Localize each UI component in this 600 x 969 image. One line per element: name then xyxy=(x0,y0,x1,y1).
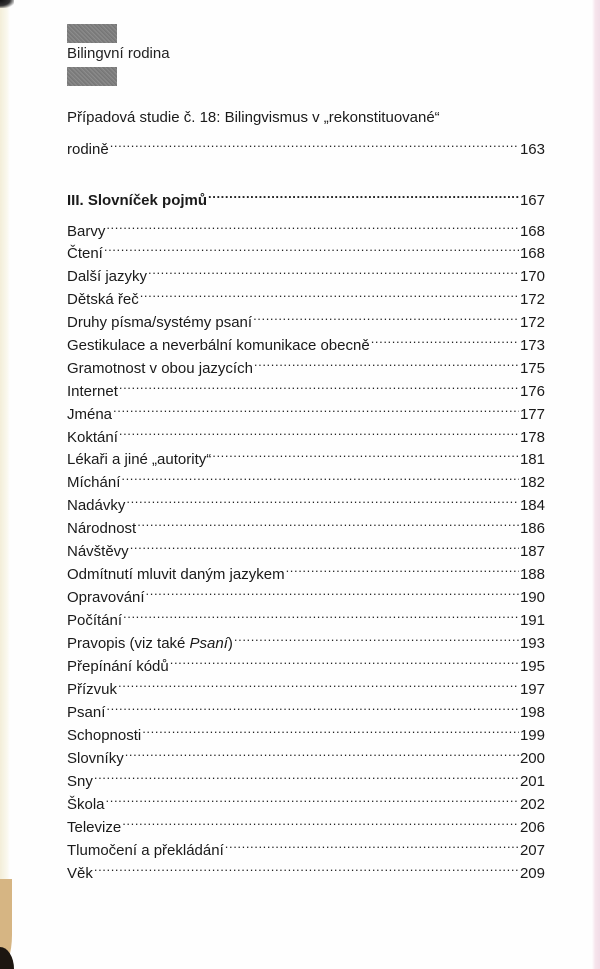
dot-leader xyxy=(170,649,519,671)
dot-leader xyxy=(106,787,519,809)
toc-entry xyxy=(67,488,545,514)
toc-page-number: 193 xyxy=(519,635,545,652)
toc-entry-title: Opravování xyxy=(67,589,145,606)
page-corner-curl xyxy=(0,879,26,969)
toc-page-number: 177 xyxy=(519,406,545,423)
dot-leader xyxy=(148,259,519,281)
toc-entry-title: Internet xyxy=(67,383,118,400)
toc-entry-title: Koktání xyxy=(67,429,118,446)
toc-page-number: 167 xyxy=(519,192,545,209)
toc-entry xyxy=(67,764,545,790)
toc-entry-title: Druhy písma/systémy psaní xyxy=(67,314,253,331)
toc-page-number: 202 xyxy=(519,796,545,813)
toc-entry xyxy=(67,214,545,240)
dot-leader xyxy=(122,810,519,832)
dot-leader xyxy=(234,626,519,648)
toc-entry xyxy=(67,649,545,675)
toc-entry xyxy=(67,397,545,423)
dot-leader xyxy=(254,351,519,373)
toc-entry-title: Národnost xyxy=(67,520,137,537)
toc-page-number: 206 xyxy=(519,819,545,836)
toc-entry-title: Slovníky xyxy=(67,750,124,767)
toc-page-number: 172 xyxy=(519,291,545,308)
toc-entry-title: Gramotnost v obou jazycích xyxy=(67,360,253,377)
toc-entry xyxy=(67,557,545,583)
toc-entry xyxy=(67,351,545,377)
toc-entry-title: Přepínání kódů xyxy=(67,658,169,675)
toc-entry xyxy=(67,259,545,285)
dot-leader xyxy=(208,183,519,205)
toc-entry-case-study xyxy=(67,132,545,158)
toc-entry xyxy=(67,305,545,331)
toc-entry-title: rodině xyxy=(67,141,109,158)
dot-leader xyxy=(118,672,519,694)
dot-leader xyxy=(212,442,519,464)
dot-leader xyxy=(125,741,519,763)
toc-entry-title: Tlumočení a překládání xyxy=(67,842,224,859)
toc-entry xyxy=(67,603,545,629)
toc-entry xyxy=(67,580,545,606)
dot-leader xyxy=(106,695,519,717)
toc-entry xyxy=(67,534,545,560)
toc-entry xyxy=(67,741,545,767)
toc-entry-title: Odmítnutí mluvit daným jazykem xyxy=(67,566,285,583)
header-decoration-bar-bottom xyxy=(67,67,117,86)
dot-leader xyxy=(130,534,519,556)
toc-entry xyxy=(67,672,545,698)
toc-entry-title: Dětská řeč xyxy=(67,291,139,308)
dot-leader xyxy=(123,603,519,625)
toc-page-number: 190 xyxy=(519,589,545,606)
dot-leader xyxy=(140,282,519,304)
toc-entry-title: Míchání xyxy=(67,474,121,491)
toc-page-number: 176 xyxy=(519,383,545,400)
dot-leader xyxy=(121,465,519,487)
toc-page-number: 168 xyxy=(519,245,545,262)
dot-leader xyxy=(371,328,519,350)
toc-page-number: 199 xyxy=(519,727,545,744)
toc-entry-title-italic: Psaní xyxy=(189,635,228,652)
toc-entry-title: Škola xyxy=(67,796,105,813)
toc-entry xyxy=(67,282,545,308)
toc-entry xyxy=(67,787,545,813)
toc-entry-title: Schopnosti xyxy=(67,727,142,744)
dot-leader xyxy=(142,718,519,740)
dot-leader xyxy=(146,580,519,602)
dot-leader xyxy=(126,488,519,510)
toc-page-number: 163 xyxy=(519,141,545,158)
toc-page-number: 191 xyxy=(519,612,545,629)
toc-entry-title: Lékaři a jiné „autority“ xyxy=(67,451,212,468)
toc-page-number: 187 xyxy=(519,543,545,560)
toc-entry xyxy=(67,833,545,859)
toc-page-number: 181 xyxy=(519,451,545,468)
toc-page-number: 175 xyxy=(519,360,545,377)
dot-leader xyxy=(137,511,519,533)
toc-entry-title: Jména xyxy=(67,406,113,423)
dot-leader xyxy=(119,420,519,442)
running-head: Bilingvní rodina xyxy=(67,45,170,62)
toc-page-number: 195 xyxy=(519,658,545,675)
dot-leader xyxy=(286,557,519,579)
toc-page-number: 170 xyxy=(519,268,545,285)
toc-page-number: 201 xyxy=(519,773,545,790)
dot-leader xyxy=(104,236,519,258)
toc-page-number: 197 xyxy=(519,681,545,698)
dot-leader xyxy=(106,214,519,236)
toc-page-number: 173 xyxy=(519,337,545,354)
toc-entry-title: Barvy xyxy=(67,223,106,240)
dot-leader xyxy=(119,374,519,396)
toc-page-number: 209 xyxy=(519,865,545,882)
toc-entry xyxy=(67,810,545,836)
toc-entry-case-study-line1: Případová studie č. 18: Bilingvismus v „rekonstituované“ xyxy=(67,109,440,126)
toc-page-number: 186 xyxy=(519,520,545,537)
toc-entry xyxy=(67,465,545,491)
toc-entry-title: Gestikulace a neverbální komunikace obecně xyxy=(67,337,370,354)
dot-leader xyxy=(113,397,519,419)
toc-page-number: 172 xyxy=(519,314,545,331)
toc-page-number: 178 xyxy=(519,429,545,446)
section-title: III. Slovníček pojmů xyxy=(67,192,208,209)
toc-entry-title: Počítání xyxy=(67,612,123,629)
toc-entry xyxy=(67,420,545,446)
toc-entry-title: Návštěvy xyxy=(67,543,129,560)
toc-entry xyxy=(67,328,545,354)
toc-entry xyxy=(67,374,545,400)
toc-entry-title: Čtení xyxy=(67,245,103,262)
toc-section-heading xyxy=(67,183,545,209)
toc-entry-title: Věk xyxy=(67,865,93,882)
toc-entry xyxy=(67,856,545,882)
toc-entry-title: Pravopis (viz také Psaní) xyxy=(67,635,233,652)
toc-entry-title: Přízvuk xyxy=(67,681,118,698)
dot-leader xyxy=(110,132,519,154)
toc-entry-title: Další jazyky xyxy=(67,268,148,285)
toc-page-number: 184 xyxy=(519,497,545,514)
toc-entry xyxy=(67,626,545,652)
toc-entry-title: Televize xyxy=(67,819,122,836)
dot-leader xyxy=(253,305,519,327)
toc-entry xyxy=(67,236,545,262)
dot-leader xyxy=(94,764,519,786)
toc-page-number: 198 xyxy=(519,704,545,721)
header-decoration-bar-top xyxy=(67,24,117,43)
dot-leader xyxy=(94,856,519,878)
page-edge-right xyxy=(592,0,600,969)
toc-page-number: 168 xyxy=(519,223,545,240)
toc-entry xyxy=(67,442,545,468)
toc-entry-title: Sny xyxy=(67,773,93,790)
dot-leader xyxy=(225,833,519,855)
toc-entry xyxy=(67,511,545,537)
toc-entry xyxy=(67,695,545,721)
page-edge-left xyxy=(0,0,10,969)
toc-entry xyxy=(67,718,545,744)
page-corner-shadow xyxy=(0,0,14,8)
toc-page-number: 182 xyxy=(519,474,545,491)
toc-entry-title: Nadávky xyxy=(67,497,126,514)
toc-page-number: 188 xyxy=(519,566,545,583)
toc-page-number: 207 xyxy=(519,842,545,859)
toc-entry-title: Psaní xyxy=(67,704,106,721)
toc-page-number: 200 xyxy=(519,750,545,767)
